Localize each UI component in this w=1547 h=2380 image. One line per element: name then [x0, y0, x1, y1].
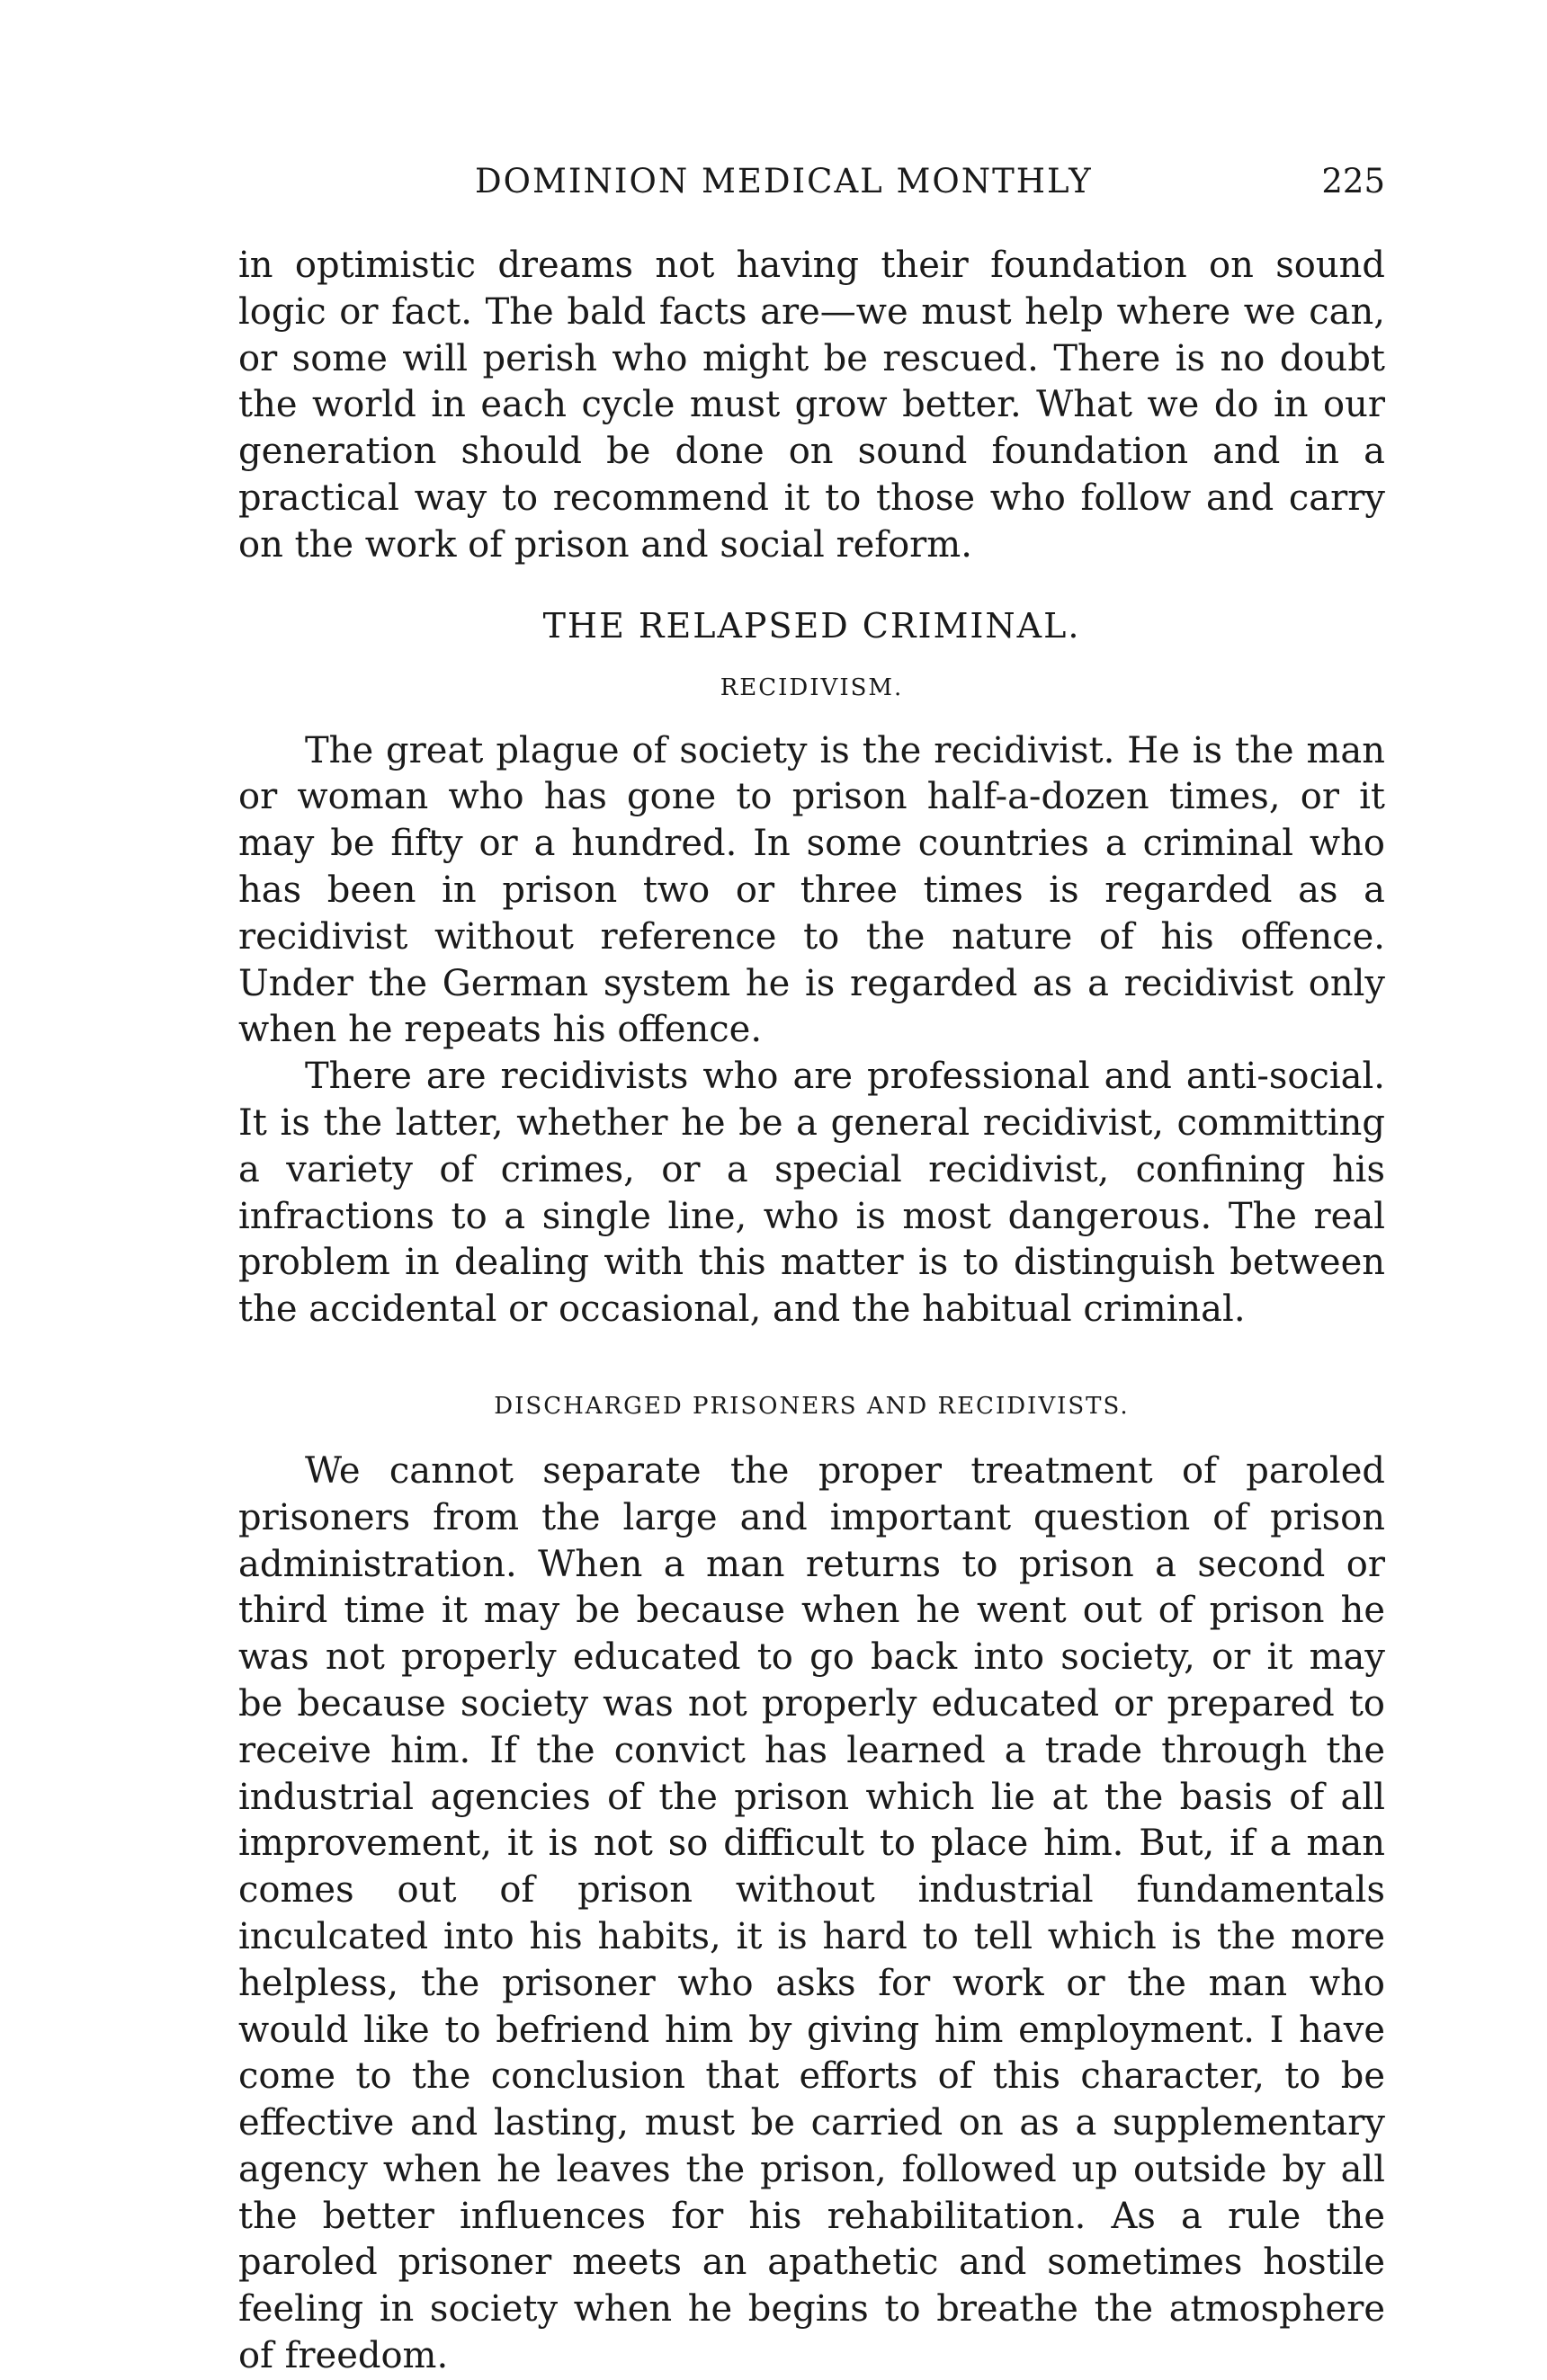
- journal-title: DOMINION MEDICAL MONTHLY: [475, 162, 1093, 201]
- article-body: [238, 243, 1385, 2380]
- paragraph-recidivist-types: There are recidivists who are professional and anti-social. It is the latter, whether he be a general recidivist, committing a variety of crimes, or a special recidivist, confining his infractions to a single line, who is most dangerous. The real problem in dealing with this matter is to distinguish between the accidental or occasional, and the habitual criminal.: [238, 1056, 1385, 1331]
- subheading-recidivism: RECIDIVISM.: [720, 673, 904, 701]
- page-number: 225: [1321, 162, 1385, 201]
- subheading-discharged-prisoners: DISCHARGED PRISONERS AND RECIDIVISTS.: [494, 1392, 1130, 1420]
- running-head: [234, 162, 1385, 216]
- paragraph-paroled-prisoners: We cannot separate the proper treatment of paroled prisoners from the large and important question of prison administration. When a man returns to prison a second or third time it may be because when he went out of prison he was not properly educated to go back into society, or it may be because society was not properly educated or prepared to receive him. If the convict has learned a trade through the industrial agencies of the prison which lie at the basis of all improvement, it is not so difficult to place him. But, if a man comes out of prison without industrial fundamentals inculcated into his habits, it is hard to tell which is the more helpless, the prisoner who asks for work or the man who would like to befriend him by giving him employment. I have come to the conclusion that efforts of this character, to be effective and lasting, must be carried on as a supplementary agency when he leaves the prison, followed up outside by all the better influences for his rehabilitation. As a rule the paroled prisoner meets an apathetic and sometimes hostile feeling in society when he begins to breathe the atmosphere of freedom.: [238, 1449, 1385, 2377]
- paragraph-recidivist-definition: The great plague of society is the recidivist. He is the man or woman who has gone to prison half-a-dozen times, or it may be fifty or a hundred. In some countries a criminal who has been in prison two or three times is regarded as a recidivist without reference to the nature of his offence. Under the German system he is regarded as a recidivist only when he repeats his offence.: [238, 729, 1385, 1051]
- paragraph-continuation: in optimistic dreams not having their foundation on sound logic or fact. The bald facts are—we must help where we can, or some will perish who might be rescued. There is no doubt the world in each cycle must grow better. What we do in our generation should be done on sound foundation and in a practical way to recommend it to those who follow and carry on the work of prison and social reform.: [238, 245, 1385, 566]
- section-title: THE RELAPSED CRIMINAL.: [542, 605, 1081, 646]
